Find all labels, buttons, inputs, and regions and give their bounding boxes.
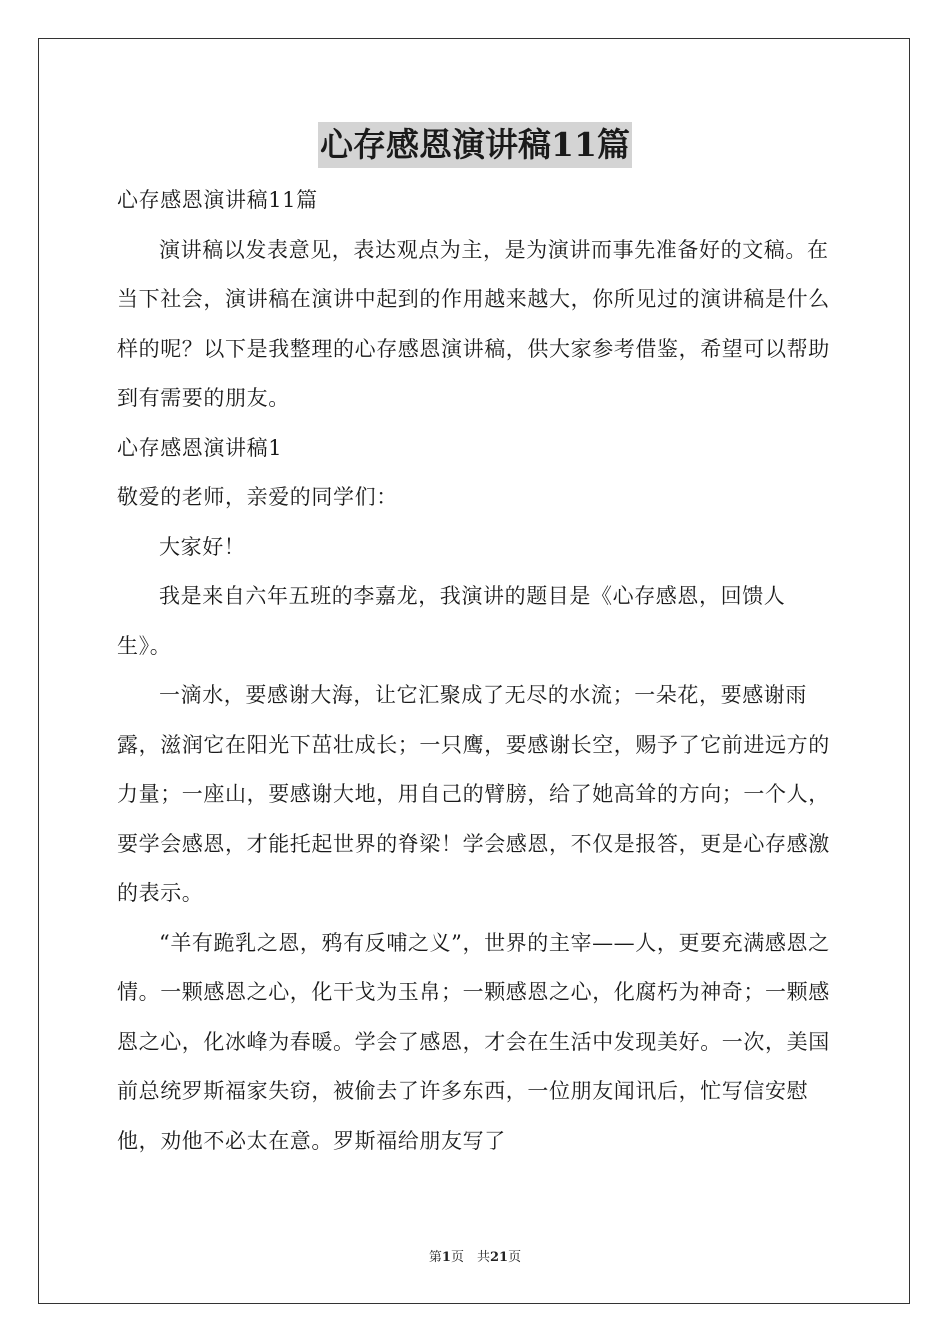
page-prefix: 第	[428, 1250, 442, 1265]
page-total: 21	[489, 1250, 509, 1265]
document-body	[117, 176, 833, 1166]
greeting: 大家好！	[159, 534, 246, 559]
page-current: 1	[441, 1250, 451, 1265]
section-heading: 心存感恩演讲稿1	[117, 435, 283, 460]
body-paragraph: 一滴水，要感谢大海，让它汇聚成了无尽的水流；一朵花，要感谢雨露，滋润它在阳光下茁壮成长；一只鹰，要感谢长空，赐予了它前进远方的力量；一座山，要感谢大地，用自己的臂膀，给了她高耸的方向；一个人，要学会感恩，才能托起世界的脊梁！学会感恩，不仅是报答，更是心存感激的表示。	[117, 683, 830, 905]
intro-paragraph: 演讲稿以发表意见，表达观点为主，是为演讲而事先准备好的文稿。在当下社会，演讲稿在演讲中起到的作用越来越大，你所见过的演讲稿是什么样的呢？以下是我整理的心存感恩演讲稿，供大家参考借鉴，希望可以帮助到有需要的朋友。	[117, 237, 830, 410]
body-paragraph: “羊有跪乳之恩，鸦有反哺之义”，世界的主宰——人，更要充满感恩之情。一颗感恩之心，化干戈为玉帛；一颗感恩之心，化腐朽为神奇；一颗感恩之心，化冰峰为春暖。学会了感恩，才会在生活中发现美好。一次，美国前总统罗斯福家失窃，被偷去了许多东西，一位朋友闻讯后，忙写信安慰他，劝他不必太在意。罗斯福给朋友写了	[117, 930, 830, 1153]
page-suffix: 页	[508, 1250, 522, 1265]
document-title: 心存感恩演讲稿11篇	[318, 122, 632, 168]
salutation: 敬爱的老师，亲爱的同学们：	[117, 485, 398, 509]
title-wrap	[0, 122, 950, 168]
body-paragraph: 我是来自六年五班的李嘉龙，我演讲的题目是《心存感恩，回馈人生》。	[117, 584, 786, 658]
subtitle: 心存感恩演讲稿11篇	[117, 188, 318, 212]
page-mid: 页 共	[450, 1250, 490, 1265]
page-footer	[0, 1246, 950, 1265]
